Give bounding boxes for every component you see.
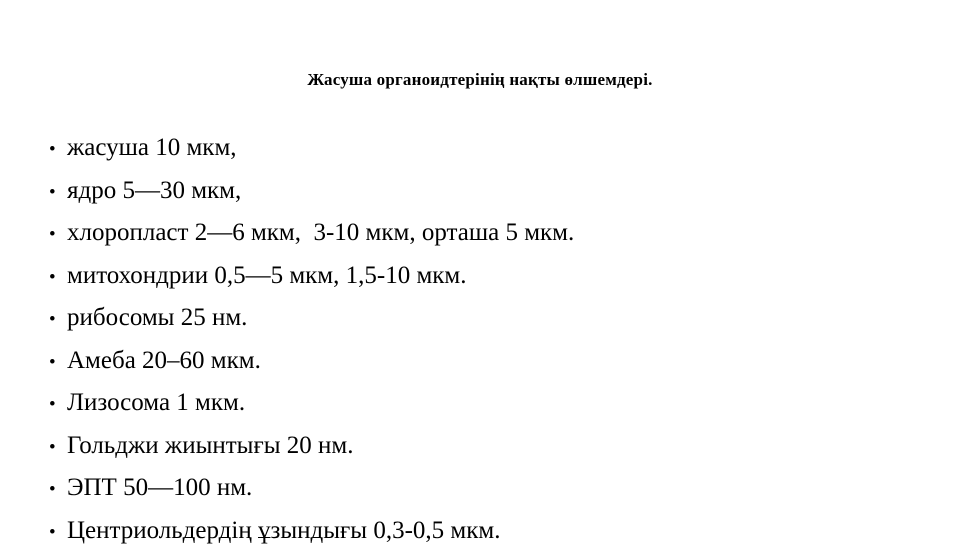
- list-item: [40, 383, 930, 426]
- list-item-label: Центриольдердің ұзындығы 0,3-0,5 мкм.: [67, 511, 930, 552]
- list-item-label: Амеба 20–60 мкм.: [67, 341, 930, 382]
- bullet-icon: •: [40, 300, 67, 341]
- bullet-icon: •: [40, 513, 67, 553]
- list-item: [40, 468, 930, 511]
- list-item: [40, 426, 930, 469]
- bullet-icon: •: [40, 130, 67, 171]
- bullet-icon: •: [40, 385, 67, 426]
- bullet-icon: •: [40, 428, 67, 469]
- bullet-icon: •: [40, 343, 67, 384]
- list-item-label: ЭПТ 50—100 нм.: [67, 468, 930, 509]
- list-item: [40, 128, 930, 171]
- list-item: [40, 511, 930, 553]
- list-item-label: рибосомы 25 нм.: [67, 298, 930, 339]
- page-title: Жасуша органоидтерінің нақты өлшемдері.: [0, 70, 960, 90]
- list-item: [40, 298, 930, 341]
- list-item-label: Гольджи жиынтығы 20 нм.: [67, 426, 930, 467]
- list-item-label: жасуша 10 мкм,: [67, 128, 930, 169]
- bullet-icon: •: [40, 470, 67, 511]
- bullet-icon: •: [40, 215, 67, 256]
- list-item: [40, 256, 930, 299]
- bullet-list: [40, 128, 930, 553]
- list-item-label: ядро 5—30 мкм,: [67, 171, 930, 212]
- list-item: [40, 213, 930, 256]
- bullet-icon: •: [40, 173, 67, 214]
- list-item-label: хлоропласт 2—6 мкм, 3-10 мкм, орташа 5 мкм.: [67, 213, 930, 254]
- list-item: [40, 171, 930, 214]
- list-item-label: Лизосома 1 мкм.: [67, 383, 930, 424]
- list-item-label: митохондрии 0,5—5 мкм, 1,5-10 мкм.: [67, 256, 930, 297]
- bullet-icon: •: [40, 258, 67, 299]
- list-item: [40, 341, 930, 384]
